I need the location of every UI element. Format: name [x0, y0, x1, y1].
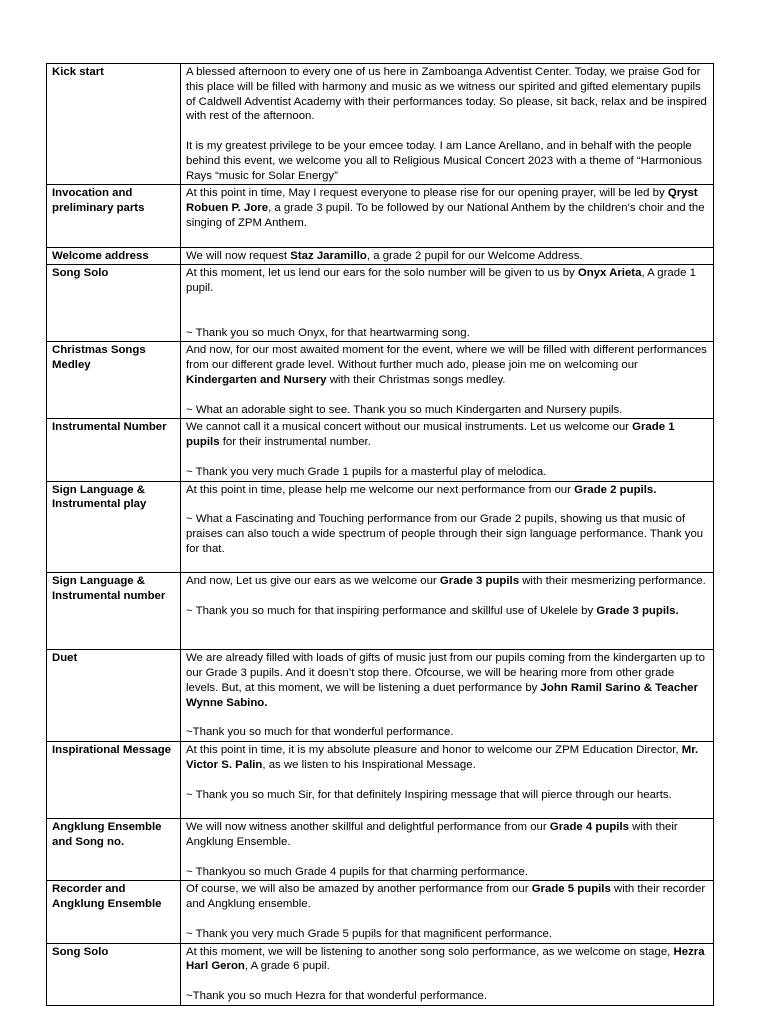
script-text: At this point in time, please help me welcome our next performance from our: [186, 483, 575, 496]
program-part-script: [181, 881, 714, 943]
script-text: ~ Thank you so much for that inspiring performance and skillful use of Ukelele by: [186, 604, 597, 617]
script-text: A blessed afternoon to every one of us here in Zamboanga Adventist Center. Today, we praise God for this place will be filled with harmony and music as we witness our spirited and gifted elementary pupils of Caldwell Adventist Academy with their performances today. So please, sit back, relax and be inspired with rest of the afternoon.: [186, 66, 707, 123]
program-part-script: [181, 481, 714, 573]
emphasized-name: John Ramil Sarino & Teacher Wynne Sabino.: [186, 681, 698, 709]
emphasized-name: Grade 3 pupils: [439, 575, 520, 588]
program-part-script: [181, 650, 714, 742]
script-text: , as we listen to his Inspirational Message.: [262, 758, 476, 771]
script-paragraph: [186, 403, 709, 418]
program-part-label: Angklung Ensemble and Song no.: [47, 819, 181, 881]
script-paragraph: [186, 882, 709, 912]
program-part-label: Inspirational Message: [47, 742, 181, 819]
script-paragraph: [186, 388, 709, 403]
program-part-label: Invocation and preliminary parts: [47, 185, 181, 247]
script-paragraph: [186, 820, 709, 850]
emphasized-name: Grade 2 pupils.: [574, 483, 657, 496]
script-paragraph: [186, 743, 709, 773]
script-paragraph: [186, 311, 709, 326]
program-row: [47, 819, 714, 881]
program-part-label: Recorder and Angklung Ensemble: [47, 881, 181, 943]
script-text: ~Thank you so much Hezra for that wonderful performance.: [186, 989, 488, 1002]
script-text: It is my greatest privilege to be your emcee today. I am Lance Arellano, and in behalf with the people behind this event, we welcome you all to Religious Musical Concert 2023 with a theme of “Harmonious Rays “music for Solar Energy”: [186, 139, 702, 182]
script-paragraph: [186, 788, 709, 803]
program-part-label: Song Solo: [47, 943, 181, 1005]
script-text: ~ Thank you so much Onyx, for that heartwarming song.: [186, 326, 470, 339]
program-row: [47, 742, 714, 819]
program-row: [47, 650, 714, 742]
program-part-label: Christmas Songs Medley: [47, 342, 181, 419]
program-rows: [47, 64, 714, 1006]
script-text: We cannot call it a musical concert without our musical instruments. Let us welcome our: [186, 421, 633, 434]
script-text: And now, Let us give our ears as we welcome our: [186, 575, 440, 588]
script-text: , A grade 6 pupil.: [244, 960, 330, 973]
script-paragraph: [186, 865, 709, 880]
script-text: We are already filled with loads of gifts of music just from our pupils coming from the kindergarten up to our Grade 3 pupils. And it doesn’t stop there. Ofcourse, we will be hearing more from other grade levels. But, at this moment, we will be listening a duet performance by: [186, 652, 705, 694]
program-row: [47, 573, 714, 650]
script-text: At this moment, let us lend our ears for the solo number will be given to us by: [186, 267, 578, 280]
script-paragraph: [186, 420, 709, 450]
program-part-label: Song Solo: [47, 265, 181, 342]
program-part-script: [181, 573, 714, 650]
script-paragraph: [186, 465, 709, 480]
script-text: for their instrumental number.: [219, 436, 371, 449]
script-paragraph: [186, 989, 709, 1004]
script-text: , a grade 2 pupil for our Welcome Address.: [366, 249, 583, 262]
script-text: with their mesmerizing performance.: [519, 575, 706, 588]
program-row: [47, 419, 714, 481]
emphasized-name: Staz Jaramillo: [290, 249, 367, 262]
emphasized-name: Mr. Victor S. Palin: [186, 744, 699, 771]
script-paragraph: [186, 651, 709, 710]
script-paragraph: [186, 483, 709, 498]
script-text: We will now witness another skillful and delightful performance from our: [186, 821, 550, 834]
script-text: ~ Thank you so much Sir, for that definitely Inspiring message that will pierce through our hearts.: [186, 788, 672, 801]
program-part-script: [181, 265, 714, 342]
emphasized-name: Onyx Arieta: [577, 267, 642, 280]
program-part-label: Instrumental Number: [47, 419, 181, 481]
script-paragraph: [186, 124, 709, 139]
emphasized-name: Grade 1 pupils: [186, 421, 675, 449]
script-text: , A grade 1 pupil.: [186, 267, 696, 295]
program-row: [47, 481, 714, 573]
program-row: [47, 185, 714, 247]
script-paragraph: [186, 974, 709, 989]
script-text: At this moment, we will be listening to another song solo performance, as we welcome on stage,: [186, 945, 674, 958]
script-paragraph: [186, 139, 709, 183]
script-paragraph: [186, 927, 709, 942]
program-row: [47, 881, 714, 943]
script-paragraph: [186, 249, 709, 264]
program-part-script: [181, 185, 714, 247]
script-paragraph: [186, 589, 709, 604]
program-script-table: [46, 63, 714, 1006]
program-part-label: Welcome address: [47, 247, 181, 265]
script-text: At this point in time, it is my absolute pleasure and honor to welcome our ZPM Education Director,: [186, 744, 682, 757]
program-row: [47, 64, 714, 185]
script-text: , a grade 3 pupil. To be followed by our National Anthem by the children’s choir and the singing of ZPM Anthem.: [186, 202, 705, 229]
script-text: We will now request: [186, 249, 291, 262]
script-text: with their Angklung Ensemble.: [186, 821, 678, 848]
script-paragraph: [186, 266, 709, 296]
script-paragraph: [186, 512, 709, 556]
script-paragraph: [186, 186, 709, 230]
emphasized-name: Grade 4 pupils: [549, 821, 629, 834]
script-paragraph: [186, 912, 709, 927]
program-part-label: Duet: [47, 650, 181, 742]
program-row: [47, 943, 714, 1005]
script-paragraph: [186, 850, 709, 865]
script-paragraph: [186, 945, 709, 975]
script-paragraph: [186, 574, 709, 589]
emphasized-name: Hezra Harl Geron: [186, 945, 705, 973]
program-row: [47, 342, 714, 419]
script-paragraph: [186, 65, 709, 124]
script-paragraph: [186, 450, 709, 465]
script-text: with their recorder and Angklung ensemble.: [186, 883, 706, 911]
program-part-label: Sign Language & Instrumental number: [47, 573, 181, 650]
script-paragraph: [186, 604, 709, 619]
emphasized-name: Qryst Robuen P. Jore: [186, 187, 698, 215]
script-text: ~Thank you so much for that wonderful performance.: [186, 726, 454, 739]
program-row: [47, 247, 714, 265]
script-text: Of course, we will also be amazed by another performance from our: [186, 883, 532, 896]
program-part-script: [181, 742, 714, 819]
script-text: with their Christmas songs medley.: [326, 373, 506, 386]
script-text: And now, for our most awaited moment for the event, where we will be filled with different performances from our different grade level. Without further much ado, please join me on welcoming our: [186, 344, 707, 372]
program-part-script: [181, 943, 714, 1005]
script-paragraph: [186, 343, 709, 387]
script-text: ~ Thank you very much Grade 1 pupils for a masterful play of melodica.: [186, 465, 547, 478]
program-part-script: [181, 819, 714, 881]
program-part-script: [181, 64, 714, 185]
program-part-script: [181, 247, 714, 265]
script-paragraph: [186, 497, 709, 512]
script-paragraph: [186, 711, 709, 726]
script-paragraph: [186, 725, 709, 740]
script-paragraph: [186, 296, 709, 311]
script-paragraph: [186, 773, 709, 788]
emphasized-name: Kindergarten and Nursery: [186, 373, 327, 386]
program-row: [47, 265, 714, 342]
script-text: At this point in time, May I request everyone to please rise for our opening prayer, will be led by: [186, 187, 668, 200]
script-paragraph: [186, 326, 709, 341]
program-part-label: Kick start: [47, 64, 181, 185]
script-text: ~ What an adorable sight to see. Thank you so much Kindergarten and Nursery pupils.: [186, 403, 623, 416]
script-text: ~ What a Fascinating and Touching performance from our Grade 2 pupils, showing us that music of praises can also touch a wide spectrum of people through their sign language performance. Thank you for that.: [186, 513, 704, 555]
emphasized-name: Grade 3 pupils.: [596, 604, 679, 617]
emphasized-name: Grade 5 pupils: [531, 883, 611, 896]
script-text: ~ Thank you very much Grade 5 pupils for that magnificent performance.: [186, 927, 553, 940]
program-part-label: Sign Language & Instrumental play: [47, 481, 181, 573]
program-part-script: [181, 342, 714, 419]
script-text: ~ Thankyou so much Grade 4 pupils for that charming performance.: [186, 865, 529, 878]
program-part-script: [181, 419, 714, 481]
